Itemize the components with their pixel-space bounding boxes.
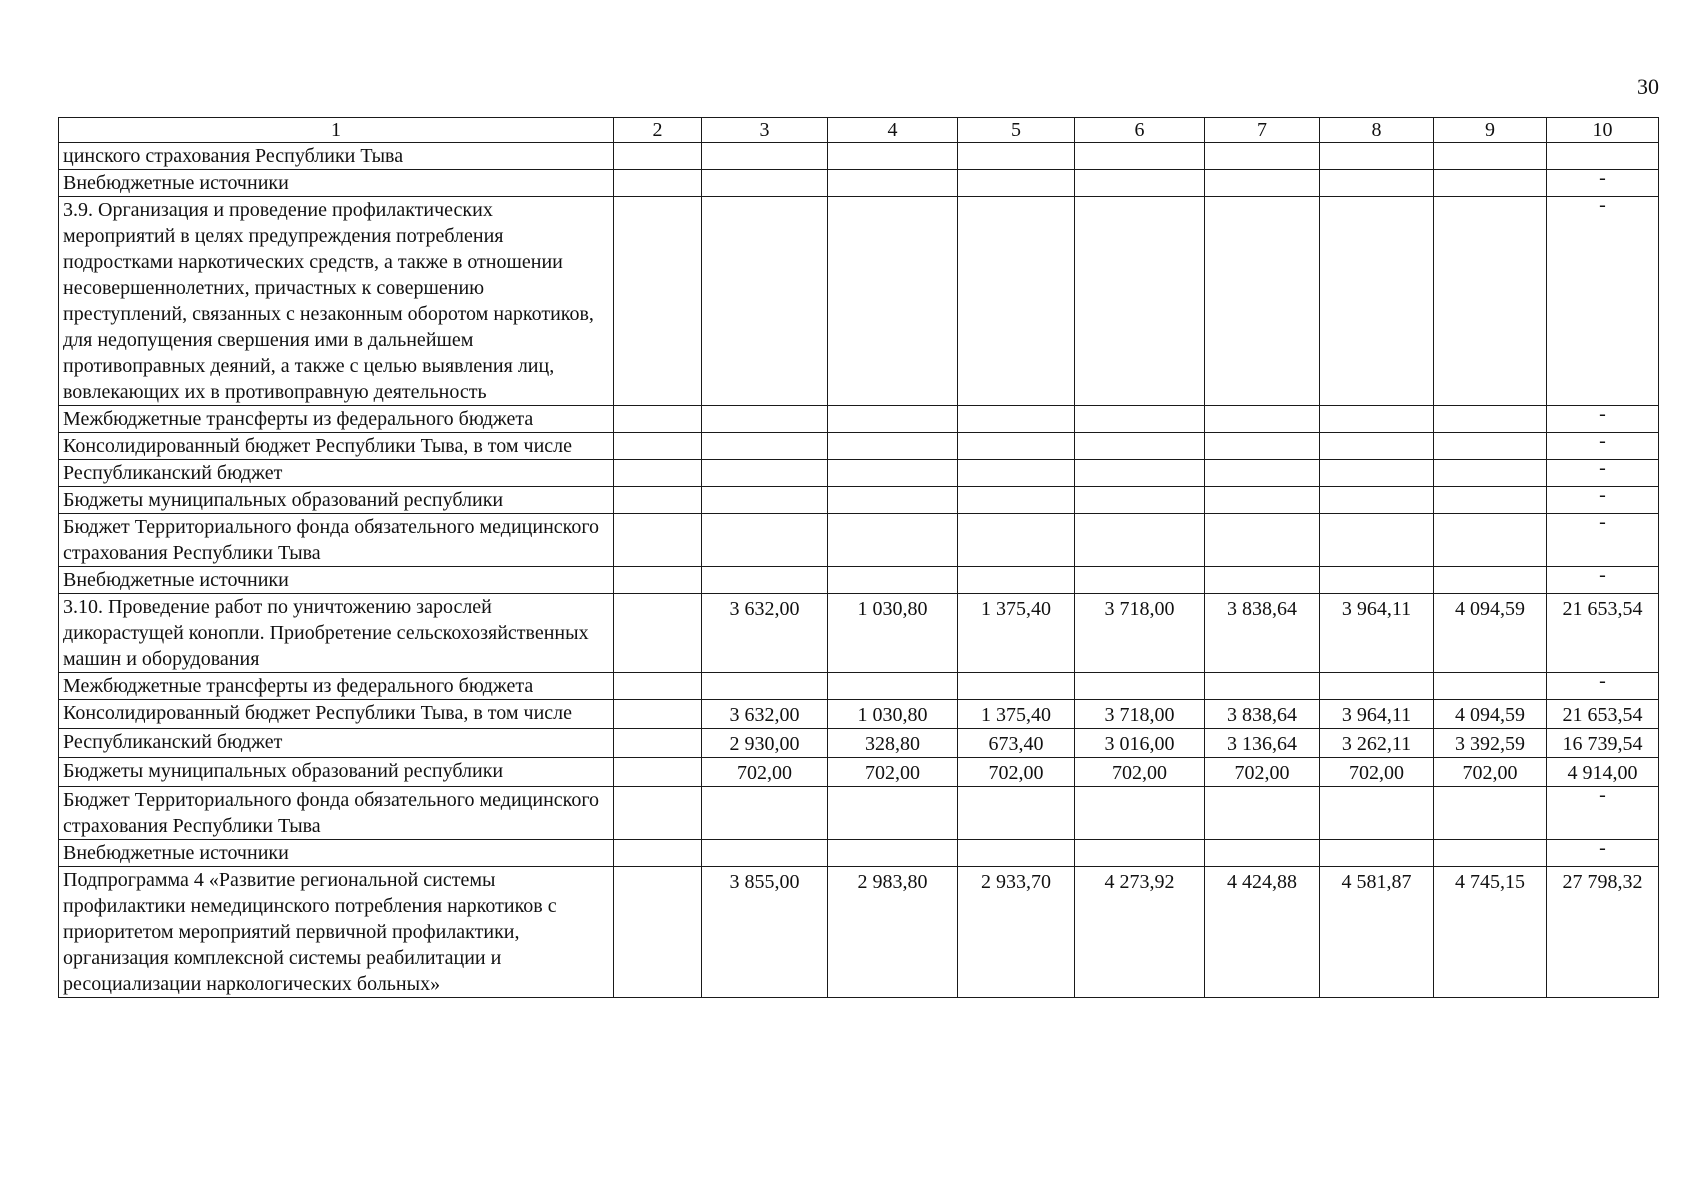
row-label: Бюджет Территориального фонда обязательного медицинского страхования Республики Тыва	[59, 514, 614, 567]
value-cell: 3 855,00	[702, 867, 828, 998]
value-cell	[1075, 143, 1205, 170]
total-cell: -	[1547, 433, 1659, 460]
value-cell: 3 718,00	[1075, 594, 1205, 673]
value-cell	[1205, 433, 1320, 460]
value-cell: 3 262,11	[1320, 729, 1434, 758]
value-cell	[1075, 514, 1205, 567]
value-cell	[958, 170, 1075, 197]
value-cell	[614, 514, 702, 567]
row-label: Межбюджетные трансферты из федерального бюджета	[59, 673, 614, 700]
value-cell	[828, 406, 958, 433]
table-row	[59, 787, 1659, 840]
value-cell	[1075, 673, 1205, 700]
table-row	[59, 729, 1659, 758]
table-row	[59, 170, 1659, 197]
value-cell: 328,80	[828, 729, 958, 758]
value-cell	[1434, 487, 1547, 514]
value-cell	[614, 406, 702, 433]
value-cell: 3 964,11	[1320, 700, 1434, 729]
value-cell	[828, 487, 958, 514]
row-label: 3.9. Организация и проведение профилактических мероприятий в целях предупреждения потребления подростками наркотических средств, а также в отношении несовершеннолетних, причастных к совершению преступлений, связанных с незаконным оборотом наркотиков, для недопущения свершения ими в дальнейшем противоправных деяний, а также с целью выявления лиц, вовлекающих их в противоправную деятельность	[59, 197, 614, 406]
value-cell: 702,00	[1075, 758, 1205, 787]
table-row	[59, 197, 1659, 406]
value-cell	[958, 787, 1075, 840]
value-cell	[828, 197, 958, 406]
value-cell	[1434, 433, 1547, 460]
value-cell: 4 094,59	[1434, 594, 1547, 673]
value-cell	[614, 460, 702, 487]
value-cell	[958, 840, 1075, 867]
value-cell	[702, 840, 828, 867]
table-row	[59, 594, 1659, 673]
row-label: Внебюджетные источники	[59, 567, 614, 594]
value-cell	[614, 197, 702, 406]
value-cell	[1075, 487, 1205, 514]
value-cell	[614, 567, 702, 594]
value-cell	[1320, 567, 1434, 594]
total-cell: -	[1547, 170, 1659, 197]
value-cell	[828, 787, 958, 840]
total-cell: 16 739,54	[1547, 729, 1659, 758]
value-cell: 1 030,80	[828, 594, 958, 673]
total-cell: -	[1547, 673, 1659, 700]
value-cell	[1205, 197, 1320, 406]
value-cell	[702, 460, 828, 487]
value-cell	[1205, 567, 1320, 594]
value-cell	[702, 567, 828, 594]
value-cell	[828, 143, 958, 170]
total-cell: -	[1547, 840, 1659, 867]
table-row	[59, 406, 1659, 433]
value-cell	[1434, 460, 1547, 487]
value-cell	[1434, 567, 1547, 594]
value-cell	[1320, 197, 1434, 406]
column-header: 9	[1434, 118, 1547, 143]
value-cell	[1205, 460, 1320, 487]
value-cell	[1205, 787, 1320, 840]
row-label: Республиканский бюджет	[59, 729, 614, 758]
value-cell	[828, 170, 958, 197]
value-cell: 702,00	[1320, 758, 1434, 787]
value-cell	[1434, 673, 1547, 700]
value-cell	[828, 460, 958, 487]
value-cell: 702,00	[1434, 758, 1547, 787]
value-cell: 2 930,00	[702, 729, 828, 758]
value-cell	[1075, 567, 1205, 594]
value-cell	[1320, 143, 1434, 170]
value-cell	[1075, 170, 1205, 197]
value-cell	[1320, 460, 1434, 487]
value-cell	[958, 143, 1075, 170]
total-cell: -	[1547, 514, 1659, 567]
value-cell	[702, 787, 828, 840]
value-cell	[614, 700, 702, 729]
table-row	[59, 673, 1659, 700]
value-cell: 1 030,80	[828, 700, 958, 729]
table-header-row	[59, 118, 1659, 143]
value-cell	[614, 787, 702, 840]
row-label: Бюджеты муниципальных образований республики	[59, 758, 614, 787]
value-cell	[828, 567, 958, 594]
total-cell: -	[1547, 197, 1659, 406]
value-cell	[1075, 840, 1205, 867]
table-row	[59, 487, 1659, 514]
total-cell: -	[1547, 787, 1659, 840]
value-cell	[614, 729, 702, 758]
value-cell	[702, 143, 828, 170]
column-header: 2	[614, 118, 702, 143]
value-cell: 702,00	[702, 758, 828, 787]
value-cell: 2 983,80	[828, 867, 958, 998]
value-cell	[828, 673, 958, 700]
total-cell: -	[1547, 460, 1659, 487]
value-cell	[614, 867, 702, 998]
column-header: 6	[1075, 118, 1205, 143]
row-label: Бюджет Территориального фонда обязательного медицинского страхования Республики Тыва	[59, 787, 614, 840]
value-cell	[614, 433, 702, 460]
table-row	[59, 460, 1659, 487]
value-cell: 4 745,15	[1434, 867, 1547, 998]
value-cell	[614, 758, 702, 787]
column-header: 5	[958, 118, 1075, 143]
row-label: Республиканский бюджет	[59, 460, 614, 487]
value-cell: 1 375,40	[958, 700, 1075, 729]
value-cell	[1205, 514, 1320, 567]
value-cell	[958, 514, 1075, 567]
value-cell: 3 632,00	[702, 700, 828, 729]
column-header: 4	[828, 118, 958, 143]
value-cell	[958, 487, 1075, 514]
column-header: 3	[702, 118, 828, 143]
row-label: Внебюджетные источники	[59, 170, 614, 197]
value-cell	[1320, 514, 1434, 567]
value-cell	[1434, 840, 1547, 867]
total-cell: -	[1547, 487, 1659, 514]
value-cell	[958, 460, 1075, 487]
value-cell: 3 838,64	[1205, 594, 1320, 673]
row-label: Подпрограмма 4 «Развитие региональной системы профилактики немедицинского потребления наркотиков с приоритетом мероприятий первичной профилактики, организация комплексной системы реабилитации и ресоциализации наркологических больных»	[59, 867, 614, 998]
value-cell	[1434, 143, 1547, 170]
value-cell	[1205, 170, 1320, 197]
table-row	[59, 567, 1659, 594]
table-row	[59, 840, 1659, 867]
value-cell	[1205, 143, 1320, 170]
value-cell: 702,00	[1205, 758, 1320, 787]
column-header: 1	[59, 118, 614, 143]
value-cell	[1434, 170, 1547, 197]
value-cell: 2 933,70	[958, 867, 1075, 998]
value-cell	[1205, 840, 1320, 867]
row-label: 3.10. Проведение работ по уничтожению зарослей дикорастущей конопли. Приобретение сельскохозяйственных машин и оборудования	[59, 594, 614, 673]
value-cell	[958, 197, 1075, 406]
value-cell	[614, 673, 702, 700]
value-cell: 1 375,40	[958, 594, 1075, 673]
column-header: 8	[1320, 118, 1434, 143]
total-cell: 4 914,00	[1547, 758, 1659, 787]
value-cell	[1320, 787, 1434, 840]
total-cell	[1547, 143, 1659, 170]
value-cell	[702, 514, 828, 567]
value-cell: 3 838,64	[1205, 700, 1320, 729]
value-cell	[1320, 406, 1434, 433]
value-cell	[1075, 197, 1205, 406]
value-cell	[1434, 787, 1547, 840]
total-cell: 21 653,54	[1547, 594, 1659, 673]
value-cell	[1075, 406, 1205, 433]
value-cell: 3 016,00	[1075, 729, 1205, 758]
value-cell	[1075, 787, 1205, 840]
value-cell: 4 424,88	[1205, 867, 1320, 998]
value-cell	[1320, 673, 1434, 700]
value-cell	[1075, 433, 1205, 460]
row-label: Бюджеты муниципальных образований республики	[59, 487, 614, 514]
value-cell	[828, 514, 958, 567]
table-row	[59, 700, 1659, 729]
value-cell: 4 581,87	[1320, 867, 1434, 998]
table-row	[59, 143, 1659, 170]
value-cell	[1075, 460, 1205, 487]
value-cell	[1320, 433, 1434, 460]
page-number: 30	[1637, 74, 1659, 99]
column-header: 10	[1547, 118, 1659, 143]
row-label: Консолидированный бюджет Республики Тыва, в том числе	[59, 700, 614, 729]
value-cell	[1320, 840, 1434, 867]
column-header: 7	[1205, 118, 1320, 143]
row-label: цинского страхования Республики Тыва	[59, 143, 614, 170]
budget-table	[58, 117, 1659, 998]
value-cell	[614, 143, 702, 170]
value-cell	[1434, 197, 1547, 406]
value-cell	[702, 197, 828, 406]
table-body	[59, 143, 1659, 998]
value-cell	[958, 673, 1075, 700]
value-cell	[702, 673, 828, 700]
row-label: Внебюджетные источники	[59, 840, 614, 867]
total-cell: 21 653,54	[1547, 700, 1659, 729]
value-cell: 673,40	[958, 729, 1075, 758]
value-cell: 3 136,64	[1205, 729, 1320, 758]
value-cell	[1434, 514, 1547, 567]
value-cell	[1205, 406, 1320, 433]
value-cell	[702, 406, 828, 433]
value-cell	[958, 433, 1075, 460]
table-row	[59, 867, 1659, 998]
value-cell	[1205, 673, 1320, 700]
value-cell: 4 273,92	[1075, 867, 1205, 998]
value-cell	[1320, 487, 1434, 514]
value-cell: 3 718,00	[1075, 700, 1205, 729]
value-cell: 3 964,11	[1320, 594, 1434, 673]
table-row	[59, 514, 1659, 567]
total-cell: -	[1547, 567, 1659, 594]
row-label: Консолидированный бюджет Республики Тыва, в том числе	[59, 433, 614, 460]
value-cell	[614, 170, 702, 197]
value-cell	[1205, 487, 1320, 514]
total-cell: 27 798,32	[1547, 867, 1659, 998]
value-cell: 3 392,59	[1434, 729, 1547, 758]
value-cell: 3 632,00	[702, 594, 828, 673]
value-cell	[702, 487, 828, 514]
value-cell	[958, 567, 1075, 594]
value-cell	[702, 433, 828, 460]
value-cell	[828, 433, 958, 460]
table-row	[59, 433, 1659, 460]
total-cell: -	[1547, 406, 1659, 433]
value-cell: 702,00	[828, 758, 958, 787]
row-label: Межбюджетные трансферты из федерального бюджета	[59, 406, 614, 433]
value-cell	[614, 487, 702, 514]
value-cell	[1434, 406, 1547, 433]
value-cell	[828, 840, 958, 867]
value-cell	[1320, 170, 1434, 197]
value-cell: 702,00	[958, 758, 1075, 787]
value-cell: 4 094,59	[1434, 700, 1547, 729]
table-row	[59, 758, 1659, 787]
value-cell	[614, 840, 702, 867]
value-cell	[702, 170, 828, 197]
value-cell	[958, 406, 1075, 433]
value-cell	[614, 594, 702, 673]
